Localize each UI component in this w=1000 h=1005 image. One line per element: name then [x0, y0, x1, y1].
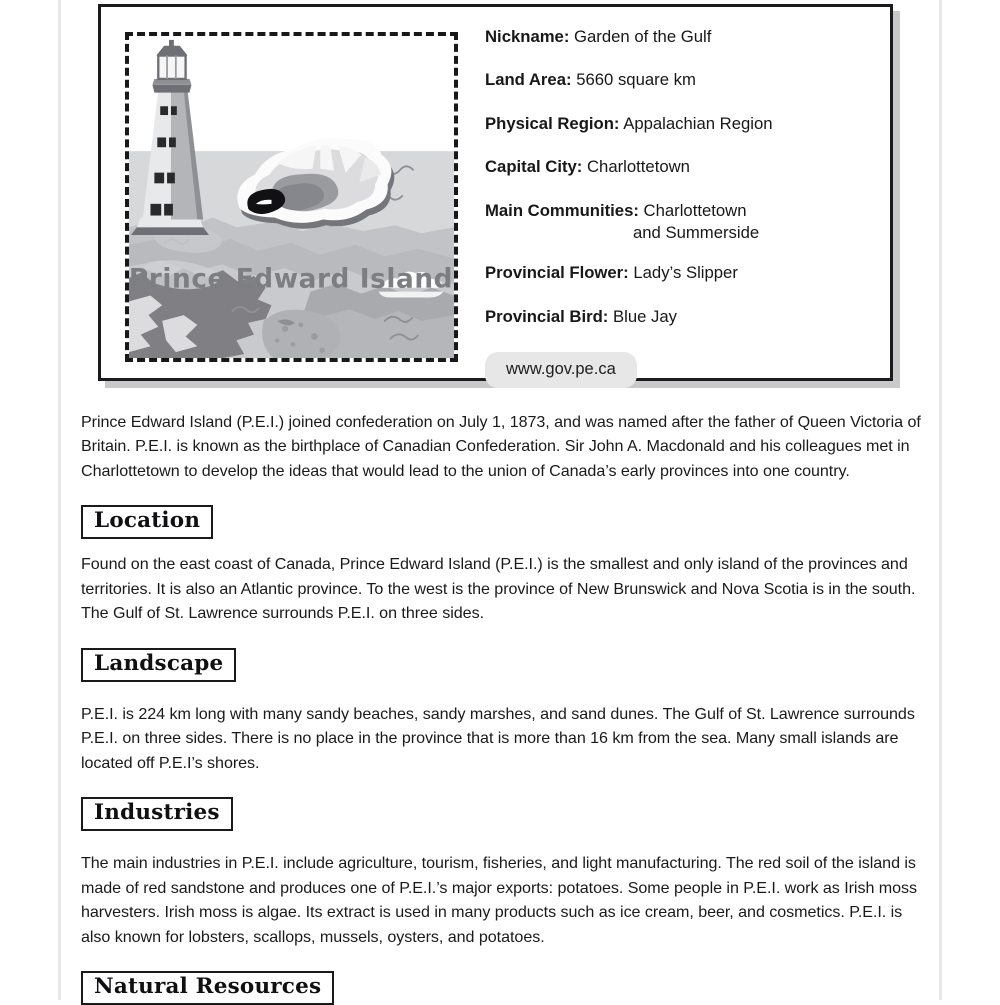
illustration-svg: [129, 36, 454, 358]
fact-list: [485, 27, 880, 378]
fact-row: [485, 157, 880, 178]
section-paragraph-landscape: P.E.I. is 224 km long with many sandy beaches, sandy marshes, and sand dunes. The Gulf of St. Lawrence surrounds P.E.I. on three sides. There is no place in the province that is more than 16 km from the sea. Many small islands are located off P.E.I’s shores.: [81, 704, 915, 772]
section-heading-natural-resources: Natural Resources: [81, 971, 334, 1005]
page-margin-rule-right: [939, 0, 942, 1000]
fact-value: Appalachian Region: [623, 113, 773, 133]
illustration-caption: Prince Edward Island: [129, 264, 454, 295]
section-paragraph-industries: The main industries in P.E.I. include agriculture, tourism, fisheries, and light manufacturing. The red soil of the island is made of red sandstone and produces one of P.E.I.’s major exports: potatoes. Some people in P.E.I. work as Irish moss harvesters. Irish moss is algae. Its extract is used in many products such as ice cream, beer, and cosmetics. P.E.I. is also known for lobsters, scallops, mussels, oysters, and potatoes.: [81, 854, 918, 946]
fact-value: Lady’s Slipper: [633, 263, 738, 283]
fact-value: Charlottetown: [643, 200, 747, 220]
fact-label: Physical Region:: [485, 113, 620, 133]
intro-paragraph: Prince Edward Island (P.E.I.) joined confederation on July 1, 1873, and was named after the father of Queen Victoria of Britain. P.E.I. is known as the birthplace of Canadian Confederation. Sir John A. Macdonald and his colleagues met in Charlottetown to develop the ideas that would lead to the union of Canada’s early provinces into one country.: [81, 413, 921, 480]
fact-row: [485, 114, 880, 135]
fact-value: 5660 square km: [576, 70, 696, 90]
fact-value: Charlottetown: [587, 157, 690, 177]
section-heading-industries: Industries: [81, 797, 233, 831]
fact-label: Main Communities:: [485, 200, 639, 220]
section-heading-landscape: Landscape: [81, 648, 236, 682]
prince-edward-island-illustration: [125, 32, 458, 362]
fact-label: Nickname:: [485, 27, 570, 46]
fact-row: [485, 70, 880, 91]
fact-card: [98, 4, 893, 381]
section-paragraph-location: Found on the east coast of Canada, Prince Edward Island (P.E.I.) is the smallest and only island of the provinces and territories. It is also an Atlantic province. To the west is the province of New Brunswick and Nova Scotia is in the south. The Gulf of St. Lawrence surrounds P.E.I. on three sides.: [81, 555, 916, 623]
fact-row: [485, 201, 880, 245]
fact-row: [485, 307, 880, 328]
section-heading-location: Location: [81, 505, 213, 539]
fact-label: Capital City:: [485, 157, 583, 177]
article-body: [81, 410, 921, 1005]
page-margin-rule-left: [58, 0, 61, 1000]
fact-value: Garden of the Gulf: [574, 27, 712, 46]
website-link[interactable]: www.gov.pe.ca: [485, 352, 637, 388]
fact-row: [485, 263, 880, 284]
fact-row: [485, 27, 880, 48]
fact-value-continued: and Summerside: [633, 223, 760, 243]
fact-value: Blue Jay: [612, 306, 677, 326]
fact-label: Land Area:: [485, 70, 572, 90]
fact-label: Provincial Bird:: [485, 306, 609, 326]
fact-label: Provincial Flower:: [485, 263, 629, 283]
